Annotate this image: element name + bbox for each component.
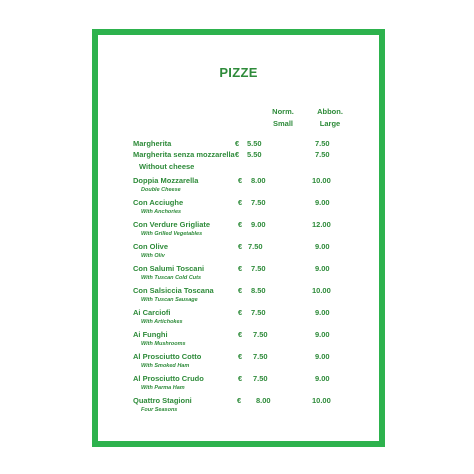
menu-item-name: Ai Funghi — [133, 330, 168, 339]
column-header-large-line2: Large — [319, 119, 341, 128]
menu-item — [98, 264, 379, 284]
menu-item-name: Quattro Stagioni — [133, 396, 192, 405]
price-large: 10.00 — [312, 396, 331, 405]
menu-item-subtitle: Four Seasons — [141, 407, 178, 413]
menu-item-name: Al Prosciutto Cotto — [133, 352, 202, 361]
menu-item — [98, 308, 379, 328]
menu-item — [98, 176, 379, 196]
price-large: 9.00 — [315, 198, 330, 207]
menu-item-subtitle: With Artichokes — [141, 319, 183, 325]
currency-symbol: € — [237, 396, 242, 405]
price-small: 7.50 — [253, 330, 268, 339]
column-header-large — [310, 106, 350, 130]
price-small: 8.00 — [256, 396, 271, 405]
currency-symbol: € — [238, 352, 243, 361]
price-small: 7.50 — [248, 242, 263, 251]
menu-item-name: Al Prosciutto Crudo — [133, 374, 204, 383]
price-large: 10.00 — [312, 176, 331, 185]
currency-symbol: € — [238, 330, 243, 339]
menu-item — [98, 242, 379, 262]
menu-item-subtitle: With Parma Ham — [141, 385, 185, 391]
menu-item-name: Con Acciughe — [133, 198, 184, 207]
menu-item-subtitle: Without cheese — [139, 162, 195, 171]
price-large: 9.00 — [315, 308, 330, 317]
currency-symbol: € — [238, 308, 243, 317]
menu-item-name: Margherita — [133, 139, 172, 148]
price-large: 9.00 — [315, 374, 330, 383]
menu-item-subtitle: Double Cheese — [141, 187, 181, 193]
price-large: 12.00 — [312, 220, 331, 229]
price-small: 7.50 — [253, 352, 268, 361]
menu-title: PIZZE — [219, 65, 258, 80]
currency-symbol: € — [235, 139, 240, 148]
menu-item-subtitle: With Tuscan Cold Cuts — [141, 275, 202, 281]
menu-item — [98, 286, 379, 306]
menu-item-name: Margherita senza mozzarella — [133, 150, 235, 159]
menu-item — [98, 198, 379, 218]
currency-symbol: € — [238, 264, 243, 273]
column-header-small-line2: Small — [272, 119, 293, 128]
menu-item — [98, 150, 379, 170]
price-large: 7.50 — [315, 139, 330, 148]
menu-item-subtitle: With Oliv — [141, 253, 165, 259]
price-large: 7.50 — [315, 150, 330, 159]
currency-symbol: € — [235, 150, 240, 159]
menu-item-subtitle: With Tuscan Sausage — [141, 297, 198, 303]
menu-item — [98, 374, 379, 394]
price-large: 9.00 — [315, 352, 330, 361]
column-header-small — [263, 106, 303, 130]
menu-item-name: Con Olive — [133, 242, 169, 251]
price-large: 9.00 — [315, 242, 330, 251]
menu-item — [98, 396, 379, 416]
column-header-small-line1: Norm. — [272, 107, 294, 116]
price-small: 7.50 — [253, 374, 268, 383]
menu-item — [98, 220, 379, 240]
currency-symbol: € — [238, 286, 243, 295]
menu-frame — [92, 29, 385, 447]
menu-item-name: Con Verdure Grigliate — [133, 220, 211, 229]
price-small: 8.00 — [251, 176, 266, 185]
menu-item-name: Con Salumi Toscani — [133, 264, 205, 273]
menu-item-name: Doppia Mozzarella — [133, 176, 199, 185]
price-small: 7.50 — [251, 198, 266, 207]
menu-item — [98, 330, 379, 350]
menu-item-name: Ai Carciofi — [133, 308, 171, 317]
price-large: 10.00 — [312, 286, 331, 295]
price-small: 5.50 — [247, 139, 262, 148]
currency-symbol: € — [238, 220, 243, 229]
currency-symbol: € — [238, 176, 243, 185]
menu-item-name: Con Salsiccia Toscana — [133, 286, 214, 295]
price-small: 9.00 — [251, 220, 266, 229]
price-large: 9.00 — [315, 330, 330, 339]
currency-symbol: € — [238, 374, 243, 383]
price-small: 8.50 — [251, 286, 266, 295]
price-small: 7.50 — [251, 308, 266, 317]
menu-item-subtitle: With Smoked Ham — [141, 363, 190, 369]
price-small: 5.50 — [247, 150, 262, 159]
column-header-large-line1: Abbon. — [317, 107, 343, 116]
menu-item-subtitle: With Mushrooms — [141, 341, 186, 347]
menu-item-subtitle: With Anchories — [141, 209, 182, 215]
price-large: 9.00 — [315, 264, 330, 273]
menu-item-subtitle: With Grilled Vegetables — [141, 231, 203, 237]
currency-symbol: € — [238, 242, 243, 251]
menu-item — [98, 352, 379, 372]
price-small: 7.50 — [251, 264, 266, 273]
currency-symbol: € — [238, 198, 243, 207]
